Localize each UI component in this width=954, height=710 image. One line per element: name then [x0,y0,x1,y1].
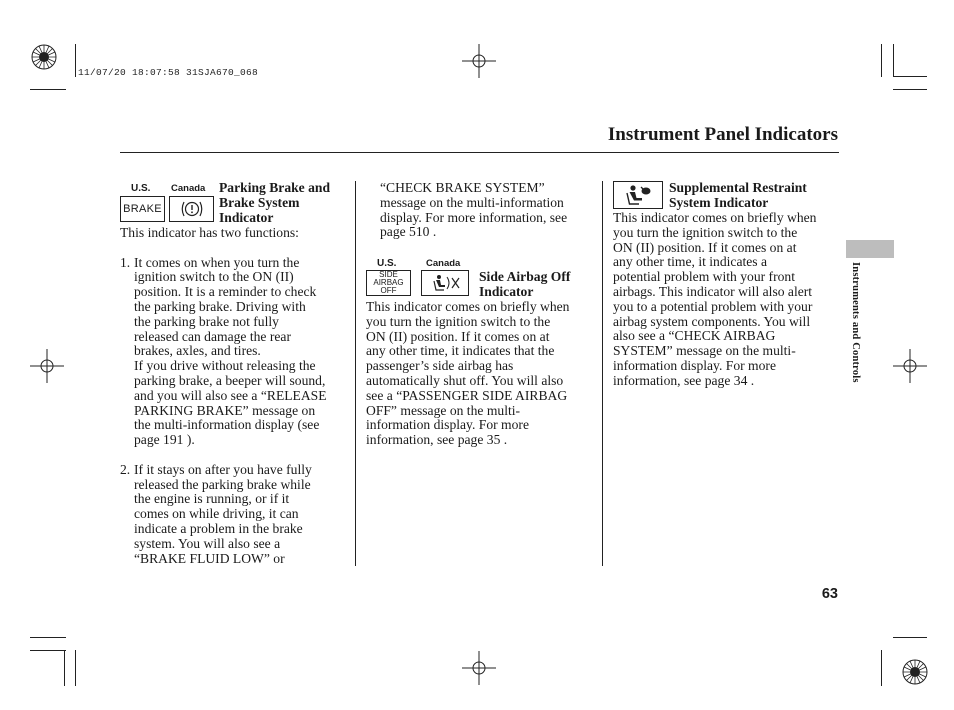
item-line: “BRAKE FLUID LOW” or [134,550,285,566]
registration-rosette-icon [30,43,58,71]
title-line: System Indicator [669,194,769,210]
page-title: Instrument Panel Indicators [607,124,838,145]
item-line: brakes, axles, and tires. [134,343,261,359]
title-line: Parking Brake and [219,180,331,195]
text-line: information display. For more [366,417,529,433]
text-line: SYSTEM” message on the multi- [613,343,796,359]
crop-mark [881,650,882,686]
text-line: airbag system components. You will [613,313,811,329]
side-airbag-title [479,270,570,300]
icon-text: SIDE [379,270,398,279]
brake-warning-circle-icon [169,196,214,222]
text-line: automatically shut off. You will also [366,372,564,388]
item-line: the engine is running, or if it [134,491,290,507]
text-line: see a “PASSENGER SIDE AIRBAG [366,387,568,403]
text-line: display. For more information, see [380,209,568,225]
item-line: released the parking brake while [134,476,311,492]
column-divider [355,181,356,566]
section-tab-text: Instruments and Controls [850,262,861,383]
icon-text: AIRBAG [373,278,404,287]
text-line: also see a “CHECK AIRBAG [613,328,776,344]
title-line: Indicator [219,209,274,225]
item-line: If you drive without releasing the [134,358,316,374]
item-line: the parking brake not fully [134,313,279,329]
region-label-us: U.S. [377,258,397,269]
crop-mark [893,76,927,77]
text-line: page 510 . [380,224,437,240]
item-line: page 191 ). [134,432,195,448]
text-line: ON (II) position. If it comes on at [613,239,797,255]
text-line: OFF” message on the multi- [366,402,521,418]
crop-mark [893,637,927,638]
item-line: system. You will also see a [134,535,281,551]
registration-crosshair-icon [462,44,496,78]
brake-continued-text [380,181,602,240]
item-line: It comes on when you turn the [134,254,300,270]
item-line: the multi-information display (see [134,417,320,433]
title-line: Supplemental Restraint [669,180,807,195]
list-number: 1. [120,254,131,270]
text-line: any other time, it indicates a [613,254,768,270]
crop-mark [75,44,76,77]
text-line: any other time, it indicates that the [366,343,555,359]
region-label-canada: Canada [426,258,461,269]
column-divider [602,181,603,566]
brake-icon-text: BRAKE [123,203,162,215]
column-left [120,226,356,566]
text-line: This indicator comes on briefly when [613,210,817,225]
registration-crosshair-icon [30,349,64,383]
item-line: indicate a problem in the brake [134,520,303,536]
list-item [120,256,356,448]
crop-mark [881,44,882,77]
text-line: you turn the ignition switch to the [366,313,551,329]
item-line: and you will also see a “RELEASE [134,387,327,403]
item-line: PARKING BRAKE” message on [134,402,316,418]
registration-crosshair-icon [462,651,496,685]
item-line: comes on while driving, it can [134,506,299,522]
text-line: information display. For more [613,357,776,373]
text-line: information, see page 34 . [613,372,755,388]
text-line: This indicator comes on briefly when [366,299,570,314]
icon-text: OFF [380,286,397,295]
section-tab [846,240,894,258]
region-label-canada: Canada [171,183,206,194]
parking-brake-title [219,181,330,225]
intro-text: This indicator has two functions: [120,225,299,240]
text-line: information, see page 35 . [366,432,508,448]
side-airbag-text [366,300,602,448]
registration-rosette-icon [901,658,929,686]
text-line: passenger’s side airbag has [366,358,514,374]
text-line: ON (II) position. If it comes on at [366,328,550,344]
item-line: released can damage the rear [134,328,291,344]
registration-crosshair-icon [893,349,927,383]
crop-mark [30,637,66,638]
crop-mark [893,44,894,77]
title-line: Brake System [219,194,300,210]
text-line: you turn the ignition switch to the [613,224,798,240]
page-number: 63 [821,586,838,602]
crop-mark [30,89,66,90]
brake-us-icon [120,196,165,222]
item-line: parking brake, a beeper will sound, [134,372,326,388]
crop-mark [64,650,65,686]
title-line: Indicator [479,283,534,299]
text-line: airbags. This indicator will also alert [613,283,813,299]
crop-mark [30,650,66,651]
srs-text [613,211,841,389]
srs-title [669,181,807,211]
item-line: If it stays on after you have fully [134,461,312,477]
text-line: you to a potential problem with your [613,298,813,314]
section-tab-label [848,262,862,402]
item-line: the parking brake. Driving with [134,298,306,314]
side-airbag-off-icon [421,270,469,296]
list-item [120,463,356,567]
item-line: ignition switch to the ON (II) [134,269,294,285]
crop-mark [893,89,927,90]
side-airbag-off-us-icon [366,270,411,296]
header-divider [120,152,839,153]
print-code: 11/07/20 18:07:58 31SJA670_068 [78,67,259,78]
text-line: message on the multi-information [380,194,564,210]
airbag-seated-person-icon [613,181,663,209]
region-label-us: U.S. [131,183,151,194]
item-line: position. It is a reminder to check [134,284,317,300]
list-number: 2. [120,461,131,477]
title-line: Side Airbag Off [479,269,571,284]
crop-mark [75,650,76,686]
text-line: “CHECK BRAKE SYSTEM” [380,180,545,195]
text-line: potential problem with your front [613,269,795,285]
